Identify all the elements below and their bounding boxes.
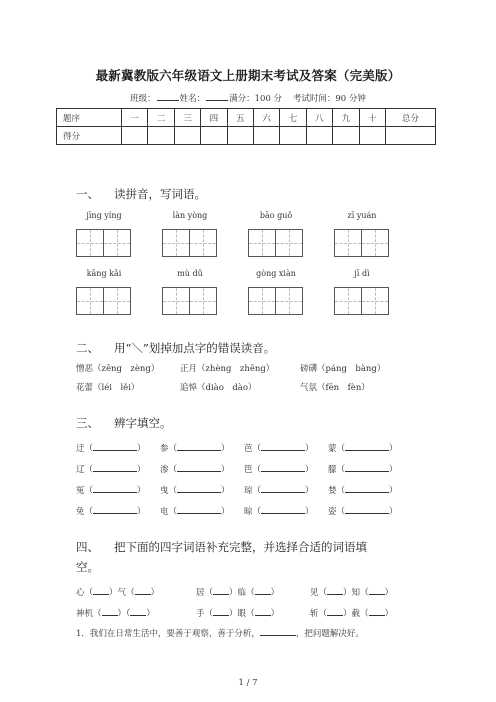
idiom-row: 神机（ ）（ ） 手（ ）眼（ ） 斩（ ）截（ ） — [0, 606, 496, 618]
char-prompt: 曳 — [160, 486, 169, 496]
score-cell[interactable] — [201, 127, 227, 145]
pronunciation-item: 追悼（diào dào） — [180, 383, 257, 393]
answer-blank[interactable] — [345, 441, 389, 451]
char-prompt: 芭 — [244, 444, 253, 454]
tianzige-box[interactable] — [334, 287, 389, 315]
col-header: 一 — [122, 109, 148, 127]
section2-title: 用“＼”划掉加点字的错误读音。 — [114, 341, 276, 355]
col-header: 三 — [174, 109, 200, 127]
score-cell[interactable] — [253, 127, 279, 145]
idiom-part: 截 — [351, 609, 361, 619]
answer-blank[interactable] — [93, 441, 137, 451]
answer-blank[interactable] — [177, 483, 221, 493]
question-1-text-after: ，把问题解决好。 — [295, 629, 364, 639]
answer-blank[interactable] — [93, 462, 137, 472]
idiom-row: 心（ ）气（ ） 居（ ）临（ ） 见（ ）知（ ） — [0, 585, 496, 597]
score-cell[interactable] — [122, 127, 148, 145]
pinyin-label: jī dì — [354, 269, 370, 278]
char-prompt: 辽 — [76, 465, 85, 475]
section4-title-line2: 空。 — [76, 560, 99, 574]
score-table-header-row — [57, 109, 436, 127]
col-header: 八 — [306, 109, 332, 127]
document-title: 最新冀教版六年级语文上册期末考试及答案（完美版） — [95, 68, 401, 83]
pinyin-label: mù dǔ — [177, 269, 203, 278]
name-blank — [206, 92, 228, 101]
idiom-part: 斩 — [310, 609, 319, 619]
section4-heading — [76, 537, 436, 557]
question-1-text-before: 1．我们在日常生活中，要善于观察，善于分析， — [76, 629, 260, 639]
section1-heading — [76, 186, 206, 202]
char-fill-row: 迂（ ） 参（ ） 芭（ ） 蒙（ ） — [0, 441, 496, 453]
tianzige-box[interactable] — [76, 287, 131, 315]
idiom-blank[interactable] — [369, 606, 385, 616]
section2-heading — [76, 340, 275, 356]
idiom-blank[interactable] — [255, 585, 271, 595]
exam-info-line — [0, 92, 496, 104]
answer-blank[interactable] — [345, 483, 389, 493]
char-prompt: 姿 — [328, 507, 337, 517]
score-table-score-row — [57, 127, 436, 145]
idiom-blank[interactable] — [130, 606, 146, 616]
idiom-part: 心 — [76, 588, 85, 598]
idiom-blank[interactable] — [102, 606, 118, 616]
idiom-blank[interactable] — [213, 585, 229, 595]
idiom-blank[interactable] — [327, 606, 343, 616]
answer-blank[interactable] — [93, 483, 137, 493]
row-label-score: 得分 — [57, 127, 122, 145]
char-prompt: 渗 — [160, 465, 169, 475]
pinyin-label: jīng yíng — [86, 211, 122, 220]
char-prompt: 笆 — [244, 465, 253, 475]
question-1 — [76, 626, 456, 639]
pinyin-label: zī yuán — [347, 211, 377, 220]
answer-blank[interactable] — [261, 441, 305, 451]
score-cell[interactable] — [280, 127, 306, 145]
char-prompt: 蒙 — [328, 444, 337, 454]
col-header: 十 — [359, 109, 385, 127]
question-1-blank[interactable] — [260, 626, 296, 636]
pronunciation-item: 气氛（fēn fèn） — [300, 383, 370, 393]
score-table — [56, 108, 436, 145]
score-cell[interactable] — [306, 127, 332, 145]
page-number: 1 / 7 — [238, 678, 258, 688]
char-fill-row: 免（ ） 电（ ） 晾（ ） 姿（ ） — [0, 504, 496, 516]
col-header-total: 总分 — [385, 109, 435, 127]
score-cell[interactable] — [227, 127, 253, 145]
char-prompt: 参 — [160, 444, 169, 454]
idiom-blank[interactable] — [213, 606, 229, 616]
answer-blank[interactable] — [345, 462, 389, 472]
char-prompt: 晾 — [244, 507, 253, 517]
pronunciation-item: 磅礴（páng bàng） — [300, 364, 386, 374]
tianzige-box[interactable] — [248, 287, 303, 315]
row-label-question: 题序 — [57, 109, 122, 127]
score-cell-total[interactable] — [385, 127, 435, 145]
char-fill-row: 辽（ ） 渗（ ） 笆（ ） 朦（ ） — [0, 462, 496, 474]
char-fill-row: 冤（ ） 曳（ ） 琼（ ） 婪（ ） — [0, 483, 496, 495]
col-header: 六 — [253, 109, 279, 127]
idiom-blank[interactable] — [93, 585, 109, 595]
section4-number: 四、 — [76, 540, 99, 554]
idiom-blank[interactable] — [135, 585, 151, 595]
char-prompt: 电 — [160, 507, 169, 517]
char-prompt: 琼 — [244, 486, 253, 496]
answer-blank[interactable] — [177, 441, 221, 451]
idiom-part: 见 — [310, 588, 319, 598]
section3-title: 辨字填空。 — [114, 416, 172, 430]
class-blank — [157, 92, 179, 101]
idiom-part: 临 — [237, 588, 247, 598]
section1-number: 一、 — [76, 187, 99, 201]
idiom-part: 气 — [117, 588, 127, 598]
col-header: 九 — [333, 109, 359, 127]
idiom-blank[interactable] — [255, 606, 271, 616]
col-header: 五 — [227, 109, 253, 127]
section3-number: 三、 — [76, 416, 99, 430]
idiom-blank[interactable] — [369, 585, 385, 595]
char-prompt: 冤 — [76, 486, 85, 496]
tianzige-box[interactable] — [162, 287, 217, 315]
idiom-part: 眼 — [237, 609, 247, 619]
col-header: 七 — [280, 109, 306, 127]
col-header: 二 — [148, 109, 174, 127]
score-label: 满分：100 分 — [229, 94, 283, 104]
col-header: 四 — [201, 109, 227, 127]
idiom-part: 神机 — [76, 609, 94, 619]
answer-blank[interactable] — [177, 462, 221, 472]
char-prompt: 迂 — [76, 444, 85, 454]
time-label: 考试时间：90 分钟 — [292, 94, 366, 104]
answer-blank[interactable] — [345, 504, 389, 514]
idiom-part: 手 — [196, 609, 205, 619]
answer-blank[interactable] — [261, 483, 305, 493]
pronunciation-item: 花蕾（léi lěi） — [76, 383, 140, 393]
name-label: 姓名： — [179, 94, 206, 104]
pronunciation-item: 憎恶（zēng zèng） — [76, 364, 160, 374]
score-cell[interactable] — [148, 127, 174, 145]
answer-blank[interactable] — [93, 504, 137, 514]
tianzige-box[interactable] — [162, 229, 217, 257]
idiom-blank[interactable] — [327, 585, 343, 595]
pinyin-label: kāng kǎi — [86, 269, 122, 278]
idiom-part: 居 — [196, 588, 205, 598]
section4-title-line1: 把下面的四字词语补充完整，并选择合适的词语填 — [114, 540, 367, 554]
char-prompt: 朦 — [328, 465, 337, 475]
pinyin-label: gòng xiàn — [256, 269, 296, 278]
pinyin-label: bāo guǒ — [259, 211, 293, 220]
tianzige-box[interactable] — [76, 229, 131, 257]
tianzige-box[interactable] — [248, 229, 303, 257]
char-prompt: 婪 — [328, 486, 337, 496]
section3-heading — [76, 415, 172, 431]
score-cell[interactable] — [333, 127, 359, 145]
tianzige-box[interactable] — [334, 229, 389, 257]
answer-blank[interactable] — [261, 462, 305, 472]
answer-blank[interactable] — [261, 504, 305, 514]
char-prompt: 免 — [76, 507, 85, 517]
pinyin-label: làn yòng — [172, 211, 208, 220]
class-label: 班级： — [130, 94, 156, 104]
score-cell[interactable] — [174, 127, 200, 145]
score-cell[interactable] — [359, 127, 385, 145]
section1-title: 读拼音，写词语。 — [114, 187, 206, 201]
answer-blank[interactable] — [177, 504, 221, 514]
section2-number: 二、 — [76, 341, 99, 355]
idiom-part: 知 — [351, 588, 361, 598]
pronunciation-item: 正月（zhèng zhēng） — [180, 364, 275, 374]
